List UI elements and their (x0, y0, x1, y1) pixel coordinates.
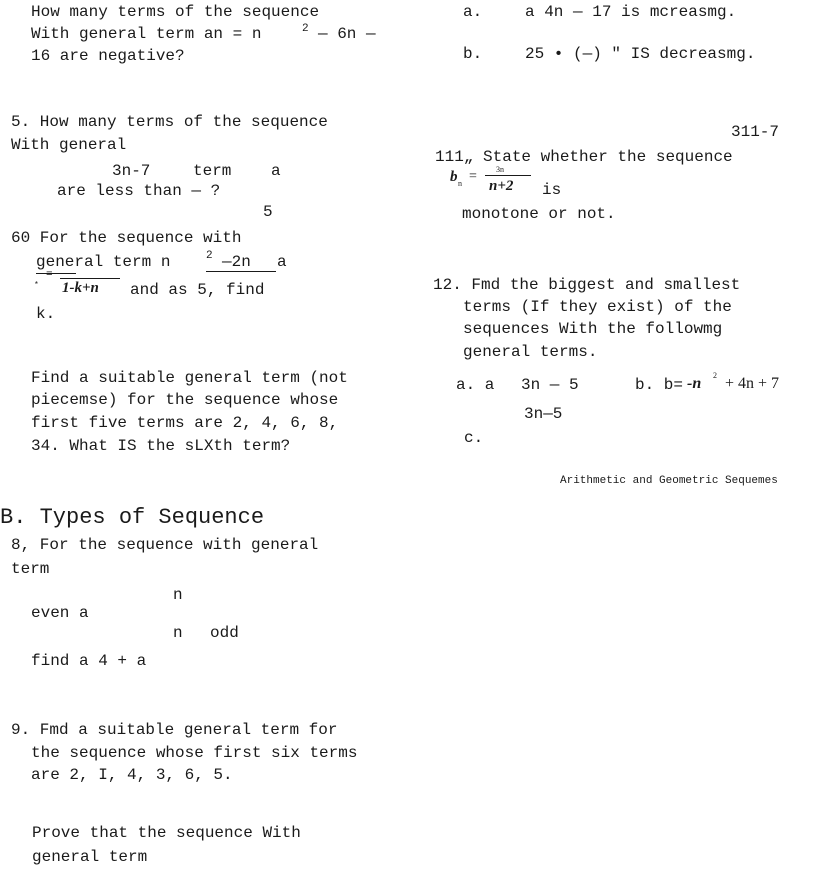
top-a-label: a. (463, 3, 483, 21)
q8-line-1: 8, For the sequence with general (11, 536, 319, 554)
q8-even: even a (31, 604, 89, 622)
q11-is: is (542, 181, 562, 199)
q8-find: find a 4 + a (31, 652, 147, 670)
q7-line-3: first five terms are 2, 4, 6, 8, (31, 414, 339, 432)
q12-line-3: sequences With the followmg (463, 320, 723, 338)
page-footer-caption: Arithmetic and Geometric Sequemes (560, 475, 778, 487)
intro-line-3: 16 are negative? (31, 47, 185, 65)
q5-line-1: 5. How many terms of the sequence (11, 113, 328, 131)
q6-denominator: 1-k+n (62, 280, 99, 296)
top-b-label: b. (463, 45, 483, 63)
q12-b-expr-2: + 4n + 7 (725, 375, 780, 392)
intro-line-2: With general term an = n (31, 25, 262, 43)
q6-underline-1 (36, 273, 76, 274)
q12-a-bottom: 3n—5 (524, 405, 563, 423)
q5-word-a: a (271, 162, 281, 180)
q11-reference: 311-7 (731, 123, 780, 141)
top-b-text: 25 • (—) " IS decreasmg. (525, 45, 756, 63)
q8-n-bottom: n (173, 624, 183, 642)
q12-a-top: 3n — 5 (521, 376, 579, 394)
q9-line-2: the sequence whose first six terms (31, 744, 358, 762)
q5-line-3: are less than — ? (57, 182, 221, 200)
top-a-text: a 4n — 17 is mcreasmg. (525, 3, 737, 21)
q5-fraction-bottom: 5 (263, 203, 273, 221)
q6-line-2-c: a (277, 253, 287, 271)
q12-line-4: general terms. (463, 343, 598, 361)
q11-line-1: 111„ State whether the sequence (435, 148, 733, 166)
q8-line-2: term (11, 560, 50, 578)
q6-subscript-mark: * (34, 281, 39, 290)
q11-fraction-top: 3n (496, 165, 504, 174)
q6-line-4: k. (36, 305, 56, 323)
q7-line-4: 34. What IS the sLXth term? (31, 437, 291, 455)
q12-line-1: 12. Fmd the biggest and smallest (433, 276, 741, 294)
q6-line-2-b: —2n (222, 253, 251, 271)
q5-fraction-top: 3n-7 (112, 162, 151, 180)
q11-line-3: monotone or not. (462, 205, 616, 223)
q5-word-term: term (193, 162, 232, 180)
q6-equals: = (46, 269, 53, 281)
q12-a-label: a. a (456, 376, 495, 394)
q6-underline-2 (206, 271, 276, 272)
q11-fraction-bottom: n+2 (489, 178, 514, 194)
q11-b: b (450, 169, 458, 185)
q12-b-label: b. b= (635, 376, 684, 394)
intro-superscript: 2 (302, 23, 309, 35)
intro-line-1: How many terms of the sequence (31, 3, 320, 21)
q10-line-2: general term (32, 848, 148, 866)
q11-fraction-bar (485, 175, 531, 176)
q8-odd: odd (210, 624, 239, 642)
q8-n-top: n (173, 586, 183, 604)
section-b-heading: B. Types of Sequence (0, 505, 265, 530)
q7-line-1: Find a suitable general term (not (31, 369, 348, 387)
q10-line-1: Prove that the sequence With (32, 824, 301, 842)
q7-line-2: piecemse) for the sequence whose (31, 391, 339, 409)
q11-equals: = (469, 169, 477, 184)
q9-line-3: are 2, I, 4, 3, 6, 5. (31, 766, 233, 784)
q12-b-expr-1: -n (687, 375, 702, 392)
q6-superscript: 2 (206, 250, 213, 262)
intro-line-2-tail: — 6n — (318, 25, 376, 43)
q6-line-1: 60 For the sequence with (11, 229, 242, 247)
q5-line-2: With general (11, 136, 127, 154)
q6-fraction-bar (60, 278, 120, 279)
q12-c-label: c. (464, 429, 484, 447)
q12-b-superscript: 2 (713, 371, 717, 380)
q6-line-2: general term n (36, 253, 171, 271)
q9-line-1: 9. Fmd a suitable general term for (11, 721, 338, 739)
q11-b-subscript: n (458, 179, 462, 188)
q12-line-2: terms (If they exist) of the (463, 298, 732, 316)
q6-line-3: and as 5, find (130, 281, 265, 299)
